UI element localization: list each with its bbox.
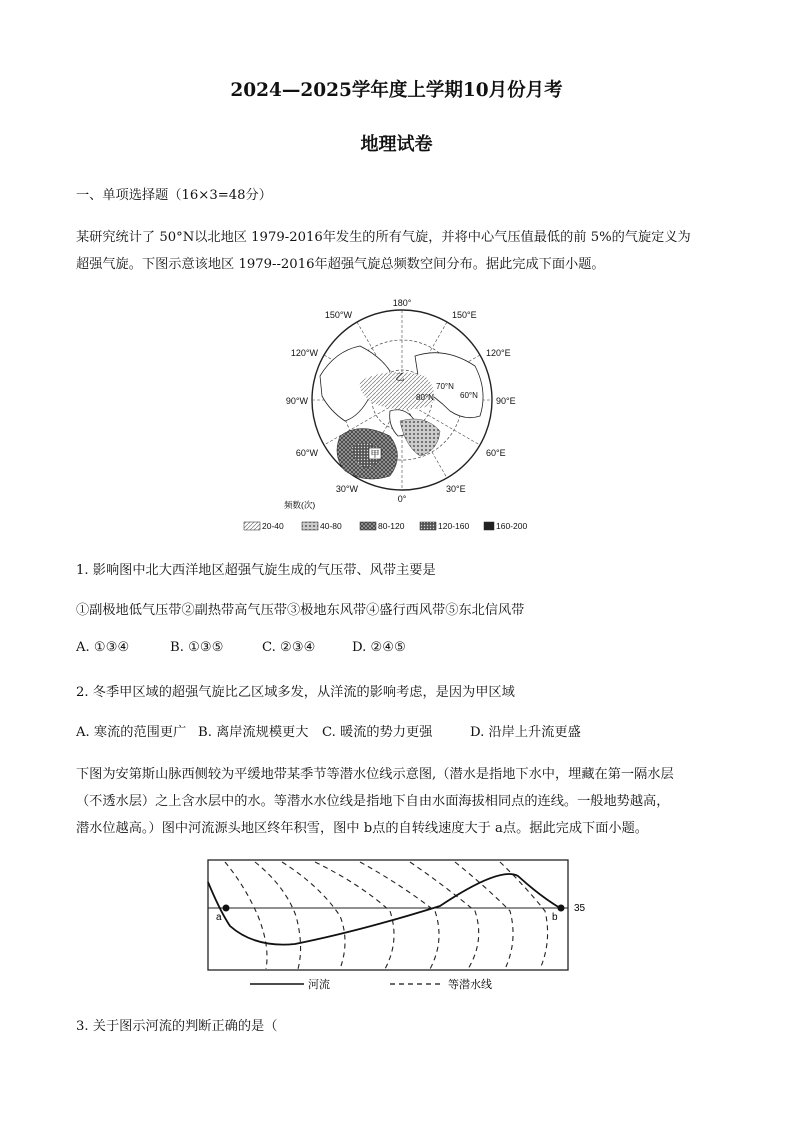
legend-river-label: 河流 bbox=[308, 979, 330, 991]
legend-swatch-5 bbox=[484, 522, 494, 530]
legend-title: 频数(次) bbox=[284, 500, 316, 510]
legend-swatch-4 bbox=[420, 522, 436, 530]
q2-option-b[interactable]: B. 离岸流规模更大 bbox=[198, 725, 309, 740]
point-b-label: b bbox=[552, 912, 558, 923]
q1-option-b[interactable]: B. ①③⑤ bbox=[170, 640, 224, 655]
lon-label-30e: 30°E bbox=[446, 484, 466, 494]
intro1-line2: 超强气旋。下图示意该地区 1979--2016年超强气旋总频数空间分布。据此完成下面小题。 bbox=[76, 257, 605, 272]
lon-label-30w: 30°W bbox=[335, 484, 358, 494]
region-yi-label: 乙 bbox=[395, 372, 405, 382]
q2-option-c[interactable]: C. 暖流的势力更强 bbox=[322, 725, 433, 740]
legend-label-4: 120-160 bbox=[438, 521, 470, 531]
lat-label-70n: 70°N bbox=[436, 382, 454, 391]
point-a-marker bbox=[223, 905, 230, 912]
legend-label-1: 20-40 bbox=[262, 521, 284, 531]
q1-items: ①副极地低气压带②副热带高气压带③极地东风带④盛行西风带⑤东北信风带 bbox=[76, 603, 525, 618]
intro2-line1: 下图为安第斯山脉西侧较为平缓地带某季节等潜水位线示意图,（潜水是指地下水中，埋藏在第一隔水层 bbox=[76, 767, 674, 782]
section-heading: 一、单项选择题（16×3=48分） bbox=[76, 188, 272, 203]
legend-swatch-2 bbox=[302, 522, 318, 530]
legend-contour-label: 等潜水线 bbox=[448, 979, 492, 991]
point-b-marker bbox=[558, 905, 565, 912]
river-contour-diagram bbox=[200, 856, 600, 996]
q1-option-c[interactable]: C. ②③④ bbox=[262, 640, 316, 655]
lon-label-0: 0° bbox=[397, 494, 407, 504]
point-a-label: a bbox=[216, 912, 222, 923]
lon-label-120e: 120°E bbox=[486, 348, 511, 358]
q1-option-d[interactable]: D. ②④⑤ bbox=[352, 640, 406, 655]
lon-label-180: 180° bbox=[392, 298, 412, 308]
lon-label-90w: 90°W bbox=[285, 396, 308, 406]
lon-label-90e: 90°E bbox=[496, 396, 516, 406]
legend-swatch-1 bbox=[244, 522, 260, 530]
intro1-line1: 某研究统计了 50°N以北地区 1979-2016年发生的所有气旋，并将中心气压值最低的前 5%的气旋定义为 bbox=[76, 230, 691, 245]
lat-label-60n: 60°N bbox=[460, 391, 478, 400]
q2-option-d[interactable]: D. 沿岸上升流更盛 bbox=[470, 725, 581, 740]
contour-value-label: 35 bbox=[574, 903, 586, 914]
q1-stem: 1. 影响图中北大西洋地区超强气旋生成的气压带、风带主要是 bbox=[76, 563, 436, 578]
lon-label-150e: 150°E bbox=[452, 310, 477, 320]
q2-option-a[interactable]: A. 寒流的范围更广 bbox=[76, 725, 187, 740]
intro2-line3: 潜水位越高。）图中河流源头地区终年积雪，图中 b点的自转线速度大于 a点。据此完成下面小题。 bbox=[76, 821, 648, 836]
page-subtitle: 地理试卷 bbox=[360, 134, 433, 155]
lat-label-80n: 80°N bbox=[416, 393, 434, 402]
lon-label-150w: 150°W bbox=[324, 310, 352, 320]
legend-label-3: 80-120 bbox=[378, 521, 405, 531]
lon-label-120w: 120°W bbox=[290, 348, 318, 358]
legend-label-5: 160-200 bbox=[496, 521, 528, 531]
q1-option-a[interactable]: A. ①③④ bbox=[76, 640, 130, 655]
q2-stem: 2. 冬季甲区域的超强气旋比乙区域多发，从洋流的影响考虑，是因为甲区域 bbox=[76, 685, 515, 700]
lon-label-60w: 60°W bbox=[295, 448, 318, 458]
polar-cyclone-map bbox=[240, 296, 560, 541]
intro2-line2: （不透水层）之上含水层中的水。等潜水水位线是指地下自由水面海拔相同点的连线。一般地势越高， bbox=[76, 794, 670, 809]
q3-stem: 3. 关于图示河流的判断正确的是（ bbox=[76, 1019, 278, 1034]
page-title: 2024—2025学年度上学期10月份月考 bbox=[230, 80, 563, 101]
lon-label-60e: 60°E bbox=[486, 448, 506, 458]
legend-label-2: 40-80 bbox=[320, 521, 342, 531]
region-jia-label: 甲 bbox=[370, 449, 380, 459]
legend-swatch-3 bbox=[360, 522, 376, 530]
